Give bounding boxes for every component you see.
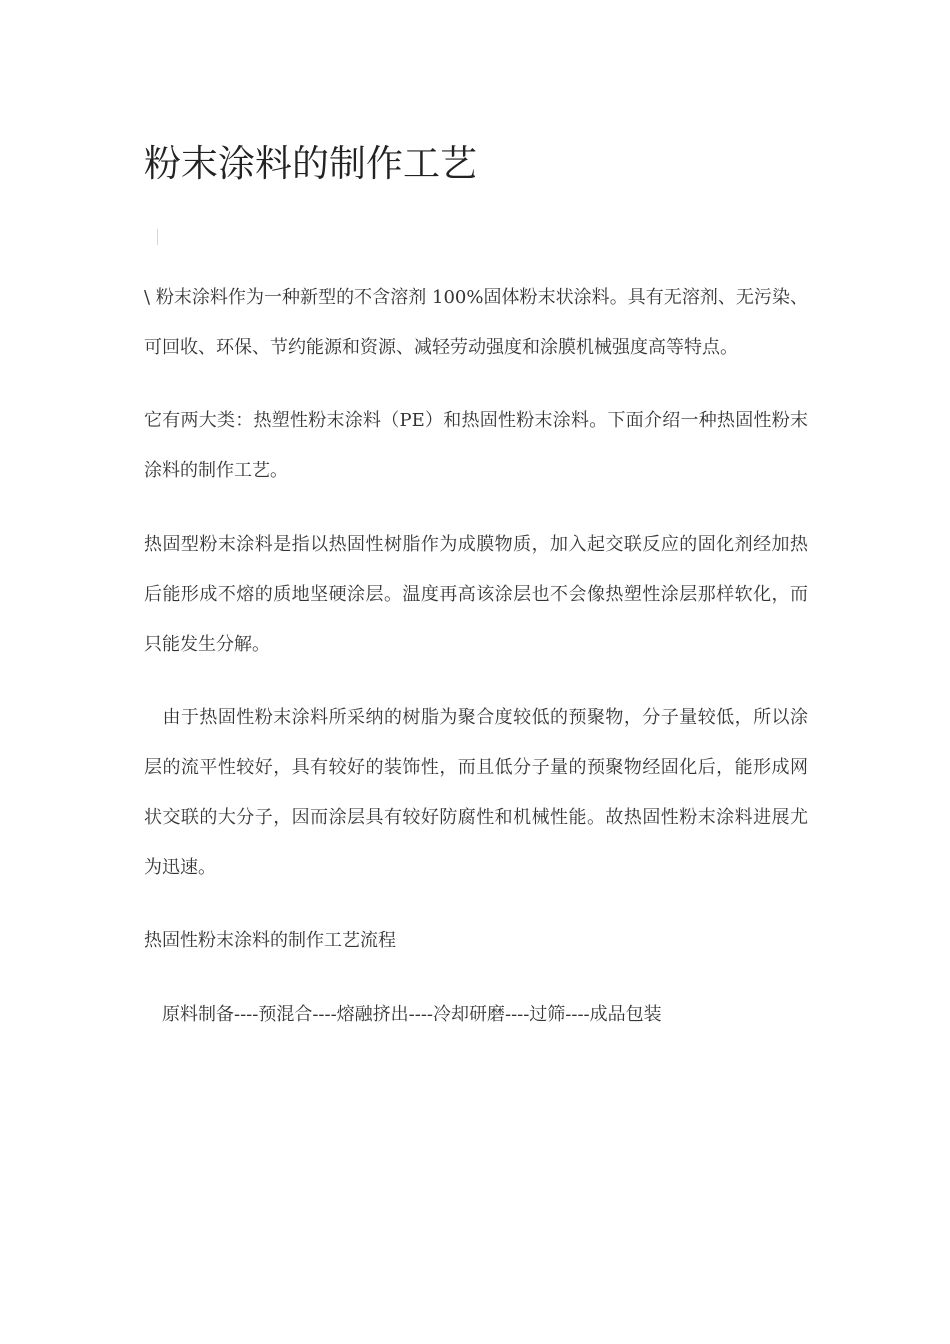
- document-title: 粉末涂料的制作工艺: [144, 142, 477, 185]
- paragraph-thermoset-properties: 由于热固性粉末涂料所采纳的树脂为聚合度较低的预聚物，分子量较低，所以涂层的流平性较好，具有较好的装饰性，而且低分子量的预聚物经固化后，能形成网状交联的大分子，因而涂层具有较好防腐性和机械性能。故热固性粉末涂料进展尤为迅速。: [144, 707, 808, 878]
- paragraph-process-steps: 原料制备----预混合----熔融挤出----冷却研磨----过筛----成品包装: [144, 1004, 662, 1025]
- paragraph-thermoset-definition: 热固型粉末涂料是指以热固性树脂作为成膜物质，加入起交联反应的固化剂经加热后能形成不熔的质地坚硬涂层。温度再高该涂层也不会像热塑性涂层那样软化，而只能发生分解。: [144, 534, 808, 655]
- paragraph-process-heading: 热固性粉末涂料的制作工艺流程: [144, 930, 396, 951]
- paragraph-categories: 它有两大类：热塑性粉末涂料（PE）和热固性粉末涂料。下面介绍一种热固性粉末涂料的制作工艺。: [144, 410, 808, 481]
- paragraph-intro: \ 粉末涂料作为一种新型的不含溶剂 100%固体粉末状涂料。具有无溶剂、无污染、可回收、环保、节约能源和资源、减轻劳动强度和涂膜机械强度高等特点。: [144, 287, 808, 358]
- text-cursor-mark: [157, 229, 158, 245]
